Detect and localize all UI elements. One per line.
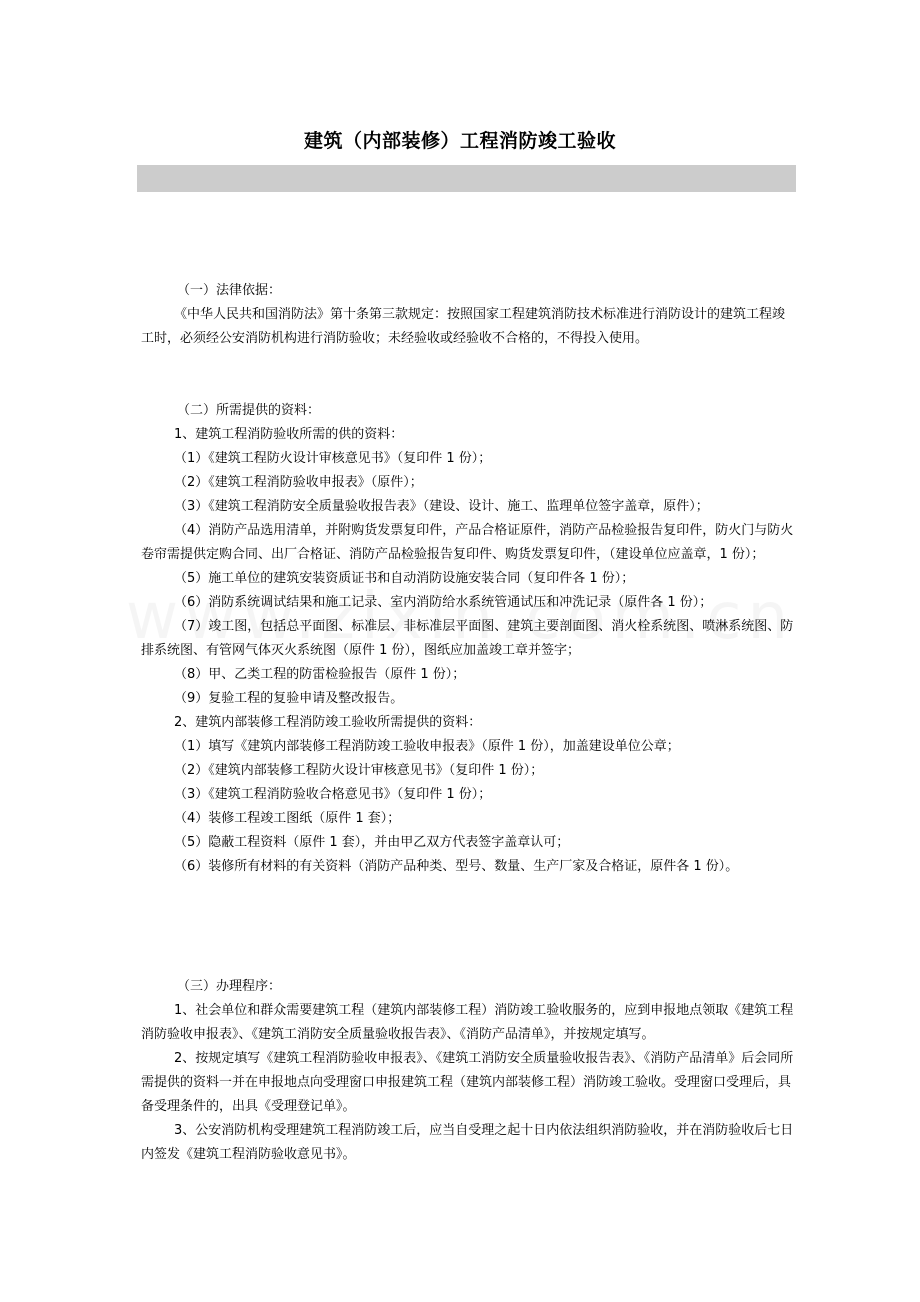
list-item: （5）隐蔽工程资料（原件 1 套），并由甲乙双方代表签字盖章认可； [174,835,570,850]
section-2-heading: （二）所需提供的资料： [177,403,321,418]
list-item: （6）消防系统调试结果和施工记录、室内消防给水系统管通试压和冲洗记录（原件各 1 份）； [174,595,713,610]
title-divider-bar [137,165,796,192]
list-item: （8）甲、乙类工程的防雷检验报告（原件 1 份）； [174,667,466,682]
list-item: 2、按规定填写《建筑工程消防验收申报表》、《建筑工消防安全质量验收报告表》、《消防产品清单》后会同所需提供的资料一并在申报地点向受理窗口申报建筑工程（建筑内部装修工程）消防竣工验收。受理窗口受理后，具备受理条件的，出具《受理登记单》。 [141,1051,794,1114]
list-item: （7）竣工图，包括总平面图、标准层、非标准层平面图、建筑主要剖面图、消火栓系统图、喷淋系统图、防排系统图、有管网气体灭火系统图（原件 1 份），图纸应加盖竣工章并签字； [141,619,794,658]
list-item: （3）《建筑工程消防安全质量验收报告表》（建设、设计、施工、监理单位签字盖章，原件）； [174,499,709,514]
list-item: （9）复验工程的复验申请及整改报告。 [174,691,404,706]
spacer [141,351,796,399]
section-2-subheading-1: 1、建筑工程消防验收所需的供的资料： [174,427,404,442]
document-body [141,279,796,1167]
section-1-paragraph: 《中华人民共和国消防法》第十条第三款规定：按照国家工程建筑消防技术标准进行消防设计的建筑工程竣工时，必须经公安消防机构进行消防验收；未经验收或经验收不合格的，不得投入使用。 [141,307,786,346]
section-3-heading: （三）办理程序： [177,979,282,994]
list-item: 1、社会单位和群众需要建筑工程（建筑内部装修工程）消防竣工验收服务的，应到申报地点领取《建筑工程消防验收申报表》、《建筑工消防安全质量验收报告表》、《消防产品清单》，并按规定填写。 [141,1003,794,1042]
list-item: （2）《建筑工程消防验收申报表》（原件）； [174,475,423,490]
list-item: （4）消防产品选用清单，并附购货发票复印件，产品合格证原件，消防产品检验报告复印件，防火门与防火卷帘需提供定购合同、出厂合格证、消防产品检验报告复印件、购货发票复印件，（建设单位应盖章，1 份）； [141,523,794,562]
section-2-subheading-2: 2、建筑内部装修工程消防竣工验收所需提供的资料： [174,715,482,730]
list-item: （5）施工单位的建筑安装资质证书和自动消防设施安装合同（复印件各 1 份）； [174,571,635,586]
list-item: 3、公安消防机构受理建筑工程消防竣工后，应当自受理之起十日内依法组织消防验收，并在消防验收后七日内签发《建筑工程消防验收意见书》。 [141,1123,794,1162]
list-item: （6）装修所有材料的有关资料（消防产品种类、型号、数量、生产厂家及合格证，原件各 1 份）。 [174,859,739,874]
list-item: （1）填写《建筑内部装修工程消防竣工验收申报表》（原件 1 份），加盖建设单位公章； [174,739,680,754]
spacer [141,879,796,975]
page-title: 建筑（内部装修）工程消防竣工验收 [303,130,616,152]
list-item: （1）《建筑工程防火设计审核意见书》（复印件 1 份）； [174,451,492,466]
section-1-heading: （一）法律依据： [177,283,282,298]
list-item: （2）《建筑内部装修工程防火设计审核意见书》（复印件 1 份）； [174,763,544,778]
list-item: （4）装修工程竣工图纸（原件 1 套）； [174,811,401,826]
list-item: （3）《建筑工程消防验收合格意见书》（复印件 1 份）； [174,787,492,802]
